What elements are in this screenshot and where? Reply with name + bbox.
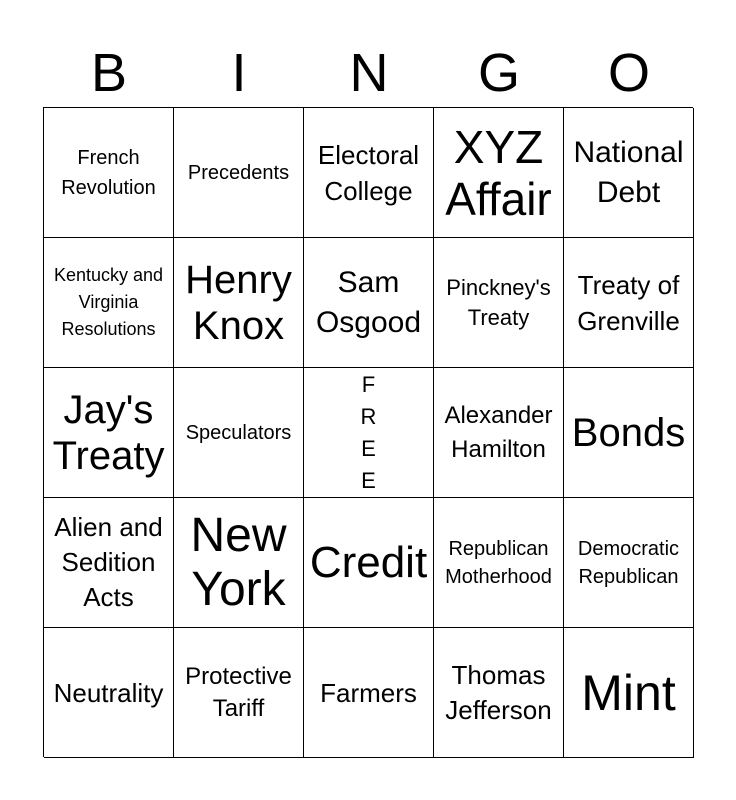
bingo-cell[interactable]: [44, 628, 174, 758]
bingo-cell[interactable]: [564, 628, 694, 758]
bingo-cell[interactable]: [174, 238, 304, 368]
bingo-cell[interactable]: [304, 108, 434, 238]
free-letter: E: [361, 467, 376, 493]
cell-text: Thomas Jefferson: [445, 659, 552, 725]
header-letter-g: G: [477, 43, 520, 103]
bingo-cell[interactable]: [564, 108, 694, 238]
cell-text: Treaty of Grenville: [577, 269, 680, 336]
bingo-cell[interactable]: [434, 108, 564, 238]
bingo-cell[interactable]: [434, 368, 564, 498]
bingo-cell[interactable]: [434, 628, 564, 758]
bingo-header: [44, 40, 694, 106]
bingo-cell[interactable]: [434, 498, 564, 628]
cell-text: National Debt: [573, 135, 684, 209]
bingo-cell[interactable]: [564, 238, 694, 368]
free-letter: F: [361, 371, 376, 397]
header-letter-b: B: [90, 43, 128, 103]
cell-text: Mint: [581, 664, 676, 721]
bingo-cell[interactable]: [174, 498, 304, 628]
bingo-cell[interactable]: [304, 628, 434, 758]
cell-text: Speculators: [185, 421, 292, 444]
cell-text: Alexander Hamilton: [444, 401, 553, 463]
cell-text: Alien and Sedition Acts: [54, 512, 163, 612]
cell-text: Republican Motherhood: [445, 537, 552, 588]
cell-text: Protective Tariff: [185, 662, 292, 722]
cell-text: Pinckney's Treaty: [446, 274, 551, 330]
bingo-cell[interactable]: [44, 368, 174, 498]
free-space-text: [361, 369, 377, 497]
cell-text: Credit: [309, 537, 428, 587]
cell-text: Jay's Treaty: [52, 387, 165, 478]
cell-text: Sam Osgood: [315, 265, 422, 339]
bingo-cell[interactable]: [174, 628, 304, 758]
cell-text: Bonds: [571, 410, 686, 455]
cell-text: Neutrality: [53, 677, 164, 708]
header-letter-n: N: [349, 43, 389, 103]
bingo-cell[interactable]: [304, 498, 434, 628]
header-letter-o: O: [607, 43, 650, 103]
bingo-cell[interactable]: [304, 238, 434, 368]
free-space[interactable]: [304, 368, 434, 498]
cell-text: Henry Knox: [185, 257, 292, 348]
bingo-cell[interactable]: [174, 108, 304, 238]
cell-text: Kentucky and Virginia Resolutions: [53, 265, 164, 339]
bingo-cell[interactable]: [434, 238, 564, 368]
bingo-cell[interactable]: [44, 108, 174, 238]
cell-text: French Revolution: [61, 146, 156, 199]
cell-text: Precedents: [187, 161, 290, 184]
bingo-cell[interactable]: [174, 368, 304, 498]
cell-text: New York: [190, 508, 287, 616]
bingo-cell[interactable]: [564, 498, 694, 628]
bingo-board: [43, 107, 693, 757]
cell-text: Democratic Republican: [577, 537, 680, 588]
free-letter: R: [360, 403, 377, 429]
bingo-cell[interactable]: [564, 368, 694, 498]
free-letter: E: [361, 435, 376, 461]
cell-text: Farmers: [320, 677, 417, 708]
cell-text: Electoral College: [317, 139, 420, 206]
cell-text: XYZ Affair: [445, 120, 552, 225]
bingo-cell[interactable]: [44, 238, 174, 368]
header-letter-i: I: [231, 43, 247, 103]
bingo-cell[interactable]: [44, 498, 174, 628]
